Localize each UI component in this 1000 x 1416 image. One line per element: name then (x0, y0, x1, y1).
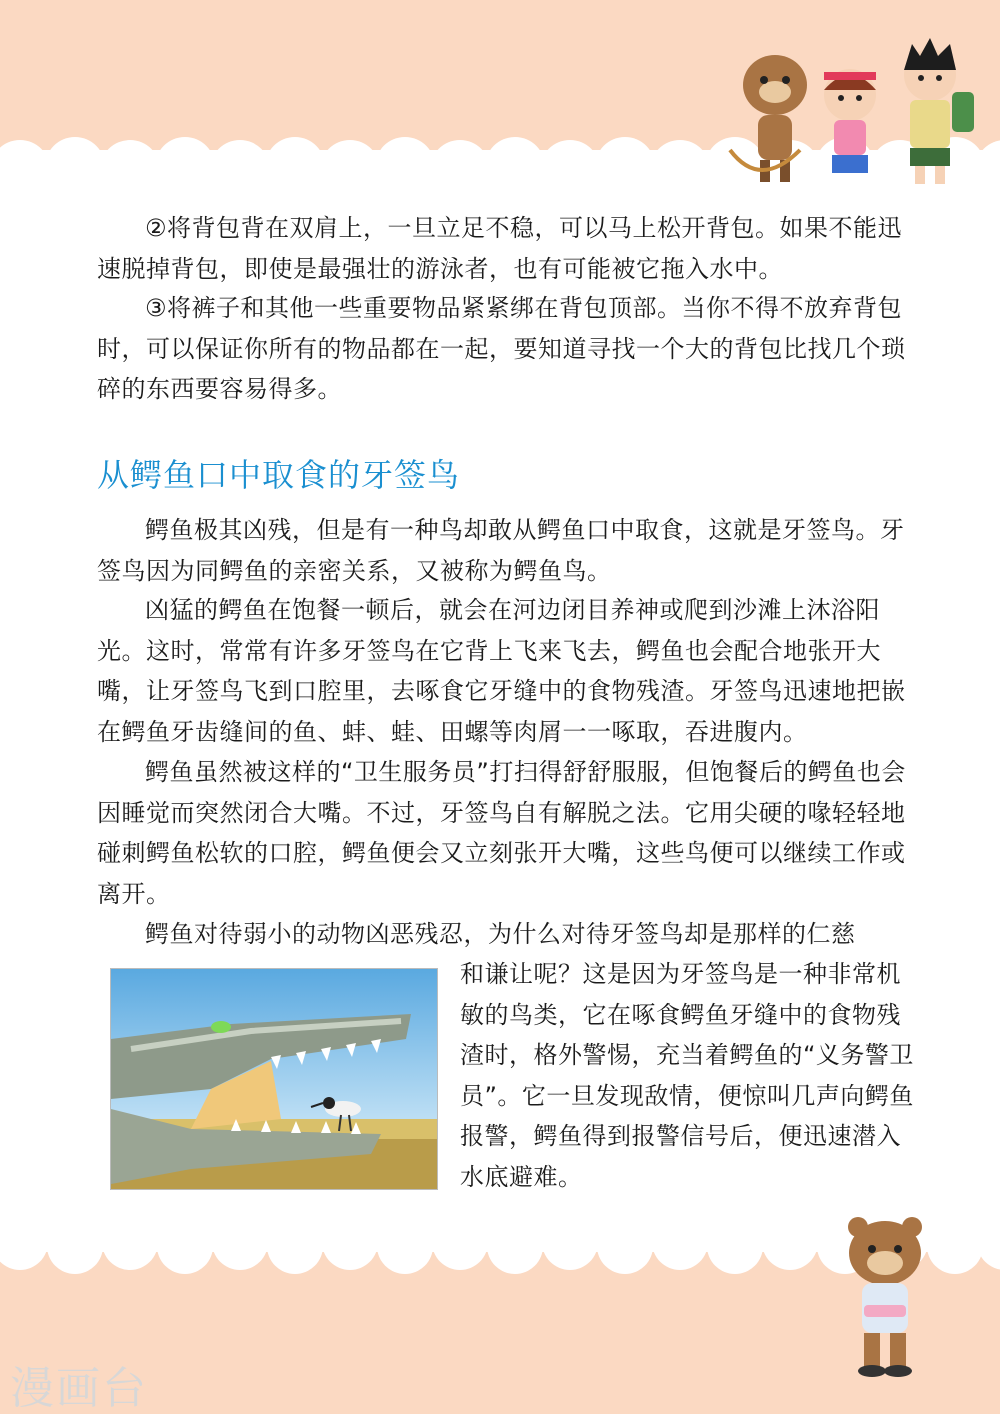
crocodile-bird-photo (110, 968, 438, 1190)
watermark-logo: 漫画台 (10, 1363, 148, 1414)
section-paragraph-2: 凶猛的鳄鱼在饱餐一顿后，就会在河边闭目养神或爬到沙滩上沐浴阳光。这时，常常有许多牙签鸟在它背上飞来飞去，鳄鱼也会配合地张开大嘴，让牙签鸟飞到口腔里，去啄食它牙缝中的食物残渣。牙签鸟迅速地把嵌在鳄鱼牙齿缝间的鱼、蚌、蛙、田螺等肉屑一一啄取，吞进腹内。 (97, 596, 906, 746)
step-2-paragraph: ②将背包背在双肩上，一旦立足不稳，可以马上松开背包。如果不能迅速脱掉背包，即使是最强壮的游泳者，也有可能被它拖入水中。 (97, 214, 903, 283)
section-paragraph-4-rest: 和谦让呢？这是因为牙签鸟是一种非常机敏的鸟类，它在啄食鳄鱼牙缝中的食物残渣时，格外警惕，充当着鳄鱼的“义务警卫员”。它一旦发现敌情，便惊叫几声向鳄鱼报警，鳄鱼得到报警信号后，便迅速潜入水底避难。 (460, 960, 914, 1191)
step-3-paragraph: ③将裤子和其他一些重要物品紧紧绑在背包顶部。当你不得不放弃背包时，可以保证你所有的物品都在一起，要知道寻找一个大的背包比找几个琐碎的东西要容易得多。 (97, 294, 906, 403)
section-title: 从鳄鱼口中取食的牙签鸟 (97, 456, 461, 494)
section-paragraph-3: 鳄鱼虽然被这样的“卫生服务员”打扫得舒舒服服，但饱餐后的鳄鱼也会因睡觉而突然闭合大嘴。不过，牙签鸟自有解脱之法。它用尖硬的喙轻轻地碰刺鳄鱼松软的口腔，鳄鱼便会又立刻张开大嘴，这些鸟便可以继续工作或离开。 (97, 758, 906, 908)
section-paragraph-1: 鳄鱼极其凶残，但是有一种鸟却敢从鳄鱼口中取食，这就是牙签鸟。牙签鸟因为同鳄鱼的亲密关系，又被称为鳄鱼鸟。 (97, 516, 905, 585)
section-paragraph-4-first-line: 鳄鱼对待弱小的动物凶恶残忍，为什么对待牙签鸟却是那样的仁慈 (145, 920, 856, 948)
